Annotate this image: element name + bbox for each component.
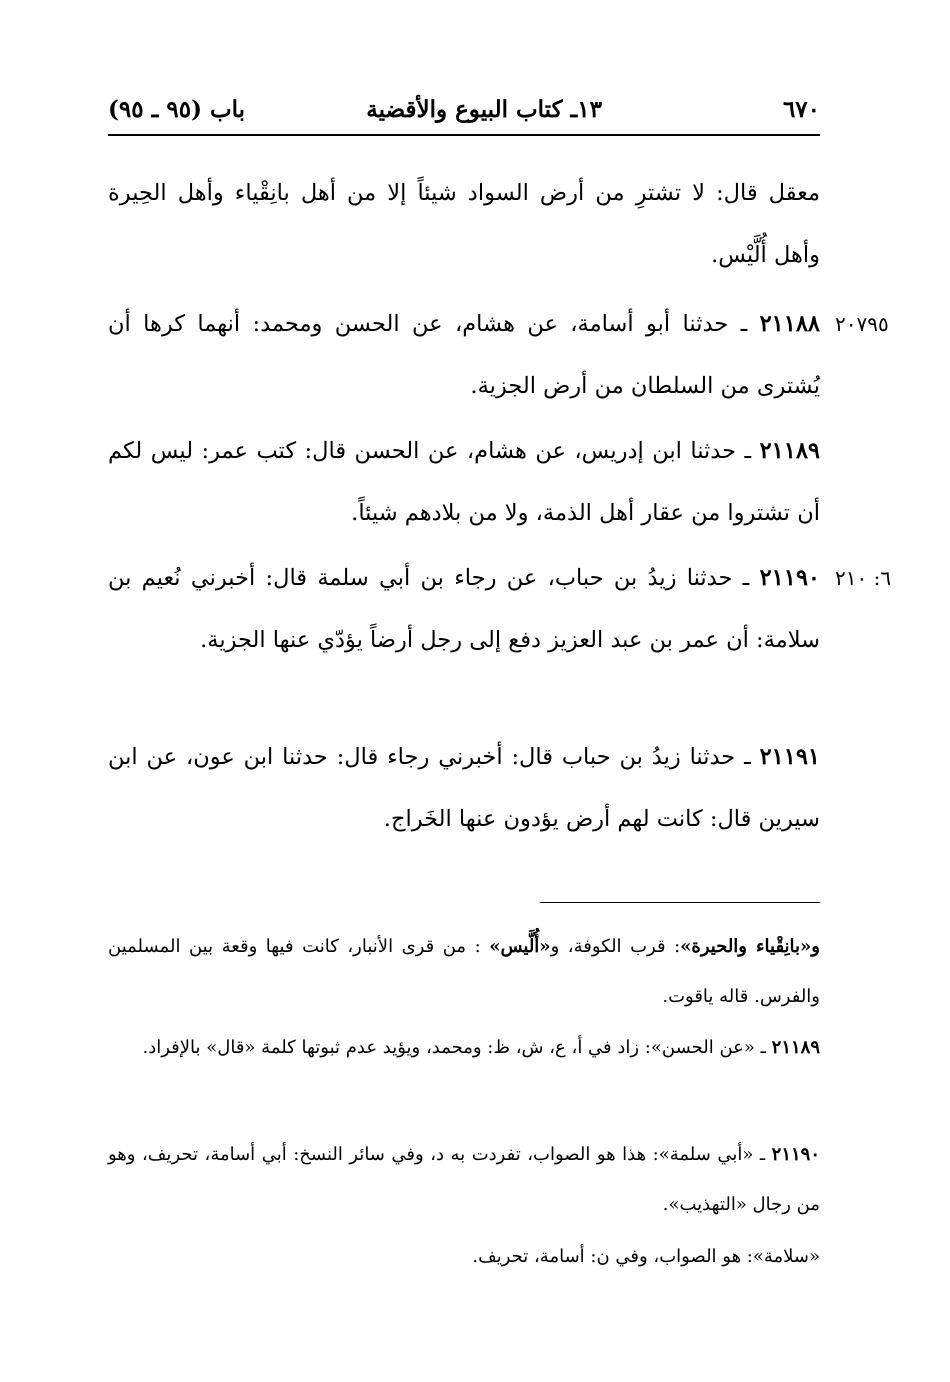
footnote [108, 922, 820, 1022]
paragraph-continuation [108, 162, 820, 286]
footnote-text: : من قرى الأنبار، كانت فيها وقعة بين المسلمين والفرس. قاله ياقوت. [108, 936, 820, 1007]
footnote-text: : قرب الكوفة، و [550, 936, 681, 957]
margin-reference: ٢٠٧٩٥ [835, 312, 889, 336]
paragraph-text: ـ حدثنا أبو أسامة، عن هشام، عن الحسن ومحمد: أنهما كرها أن يُشترى من السلطان من أرض الجزية. [108, 311, 820, 399]
paragraph-text: معقل قال: لا تشترِ من أرض السواد شيئاً إلا من أهل بانِقْياء وأهل الحِيرة وأهل أُلَّيْس. [108, 180, 820, 268]
footnote-number: ٢١١٨٩ [771, 1037, 820, 1058]
footnote-text: ـ «أبي سلمة»: هذا هو الصواب، تفردت به د، وفي سائر النسخ: أبي أسامة، تحريف، وهو من رجال «التهذيب». [108, 1144, 820, 1215]
running-header [108, 92, 820, 128]
footnote [108, 1232, 820, 1282]
paragraph-text: ـ حدثنا ابن إدريس، عن هشام، عن الحسن قال: كتب عمر: ليس لكم أن تشتروا من عقار أهل الذمة، ولا من بلادهم شيئاً. [108, 438, 820, 526]
footnote [108, 1130, 820, 1230]
paragraph-text: ـ حدثنا زيدُ بن حباب، عن رجاء بن أبي سلمة قال: أخبرني نُعيم بن سلامة: أن عمر بن عبد العزيز دفع إلى رجل أرضاً يؤدّي عنها الجزية. [108, 565, 820, 653]
hadith-21190 [108, 547, 820, 671]
book-title: ١٣ـ كتاب البيوع والأقضية [366, 96, 602, 123]
footnote-separator [540, 902, 820, 903]
paragraph-text: ـ حدثنا زيدُ بن حباب قال: أخبرني رجاء قال: حدثنا ابن عون، عن ابن سيرين قال: كانت لهم أرض يؤدون عنها الخَراج. [108, 744, 820, 832]
hadith-number: ٢١١٩٠ [759, 565, 820, 591]
hadith-number: ٢١١٨٨ [759, 311, 821, 337]
footnote [108, 1023, 820, 1073]
footnote-term: «أُلَّيس» [489, 936, 551, 957]
header-rule [108, 134, 820, 136]
hadith-21188 [108, 293, 820, 417]
chapter-label: باب (٩٥ ـ ٩٥) [108, 96, 246, 123]
hadith-21191 [108, 726, 820, 850]
hadith-21189 [108, 420, 820, 544]
footnote-term: و«بانِقْياء والحيرة» [680, 936, 820, 957]
margin-reference: ٦: ٢١٠ [835, 566, 892, 590]
footnote-text: ـ «عن الحسن»: زاد في أ، ع، ش، ظ: ومحمد، ويؤيد عدم ثبوتها كلمة «قال» بالإفراد. [142, 1037, 766, 1058]
footnote-text: «سلامة»: هو الصواب، وفي ن: أسامة، تحريف. [472, 1246, 820, 1267]
hadith-number: ٢١١٩١ [759, 744, 820, 770]
hadith-number: ٢١١٨٩ [759, 438, 820, 464]
page-number: ٦٧٠ [782, 96, 820, 123]
footnote-number: ٢١١٩٠ [771, 1144, 820, 1165]
